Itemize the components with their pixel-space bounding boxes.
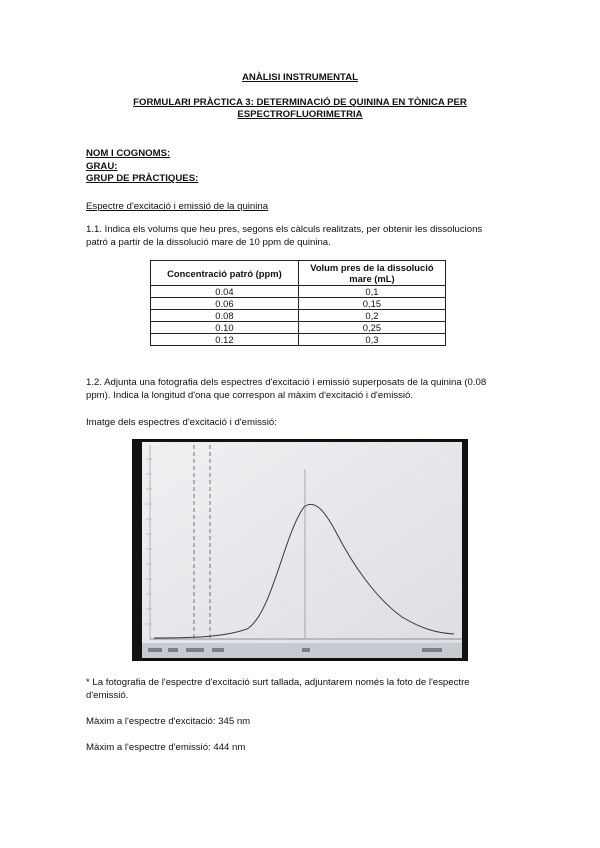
column-header-volume <box>298 261 445 286</box>
document-subtitle-line1: FORMULARI PRÀCTICA 3: DETERMINACIÓ DE QUININA EN TÒNICA PER <box>133 97 467 108</box>
table-cell-volume: 0,2 <box>298 310 445 322</box>
note-line2: d'emissió. <box>86 690 129 701</box>
table-header-row <box>151 261 446 286</box>
concentration-table <box>150 260 446 346</box>
column-header-volume-line1: Volum pres de la dissolució <box>310 262 434 273</box>
table-cell-volume: 0,1 <box>298 286 445 298</box>
table-row <box>151 310 446 322</box>
group-field-label: GRUP DE PRÀCTIQUES: <box>86 173 199 184</box>
spectrum-photo-graphic <box>132 439 468 661</box>
column-header-concentration: Concentració patró (ppm) <box>151 261 299 286</box>
question-1-1-line2: patró a partir de la dissolució mare de 10 ppm de quinina. <box>86 237 331 248</box>
image-caption: Imatge dels espectres d'excitació i d'emissió: <box>86 417 277 428</box>
table-cell-concentration: 0.06 <box>151 298 299 310</box>
table-cell-volume: 0,25 <box>298 322 445 334</box>
monitor-screen <box>142 442 462 658</box>
table-cell-concentration: 0.04 <box>151 286 299 298</box>
note-line1: * La fotografia de l'espectre d'excitació surt tallada, adjuntarem només la foto de l'espectre <box>86 677 470 688</box>
emission-maximum-answer: Màxim a l'espectre d'emissió: 444 nm <box>86 742 246 753</box>
column-header-volume-line2: mare (mL) <box>349 273 395 284</box>
table-row <box>151 334 446 346</box>
table-cell-volume: 0,3 <box>298 334 445 346</box>
table-row <box>151 286 446 298</box>
table-cell-volume: 0,15 <box>298 298 445 310</box>
document-title: ANÀLISI INSTRUMENTAL <box>241 72 358 83</box>
table-row <box>151 322 446 334</box>
document-subtitle-line2: ESPECTROFLUORIMETRIA <box>237 109 363 120</box>
name-field-label: NOM I COGNOMS: <box>86 148 171 159</box>
excitation-maximum-answer: Màxim a l'espectre d'excitació: 345 nm <box>86 716 251 727</box>
question-1-1-line1: 1.1. Indica els volums que heu pres, segons els càlculs realitzats, per obtenir les dissolucions <box>86 224 483 235</box>
grade-field-label: GRAU: <box>86 161 118 172</box>
table-cell-concentration: 0.10 <box>151 322 299 334</box>
question-1-2-line2: ppm). Indica la longitud d'ona que correspon al màxim d'excitació i d'emissió. <box>86 390 414 401</box>
table-row <box>151 298 446 310</box>
emission-spectrum-photo <box>132 439 468 661</box>
table-cell-concentration: 0.08 <box>151 310 299 322</box>
question-1-2-line1: 1.2. Adjunta una fotografia dels espectres d'excitació i emissió superposats de la quinina (0.08 <box>86 377 487 388</box>
section-title: Espectre d'excitació i emissió de la quinina <box>86 201 269 212</box>
table-cell-concentration: 0.12 <box>151 334 299 346</box>
